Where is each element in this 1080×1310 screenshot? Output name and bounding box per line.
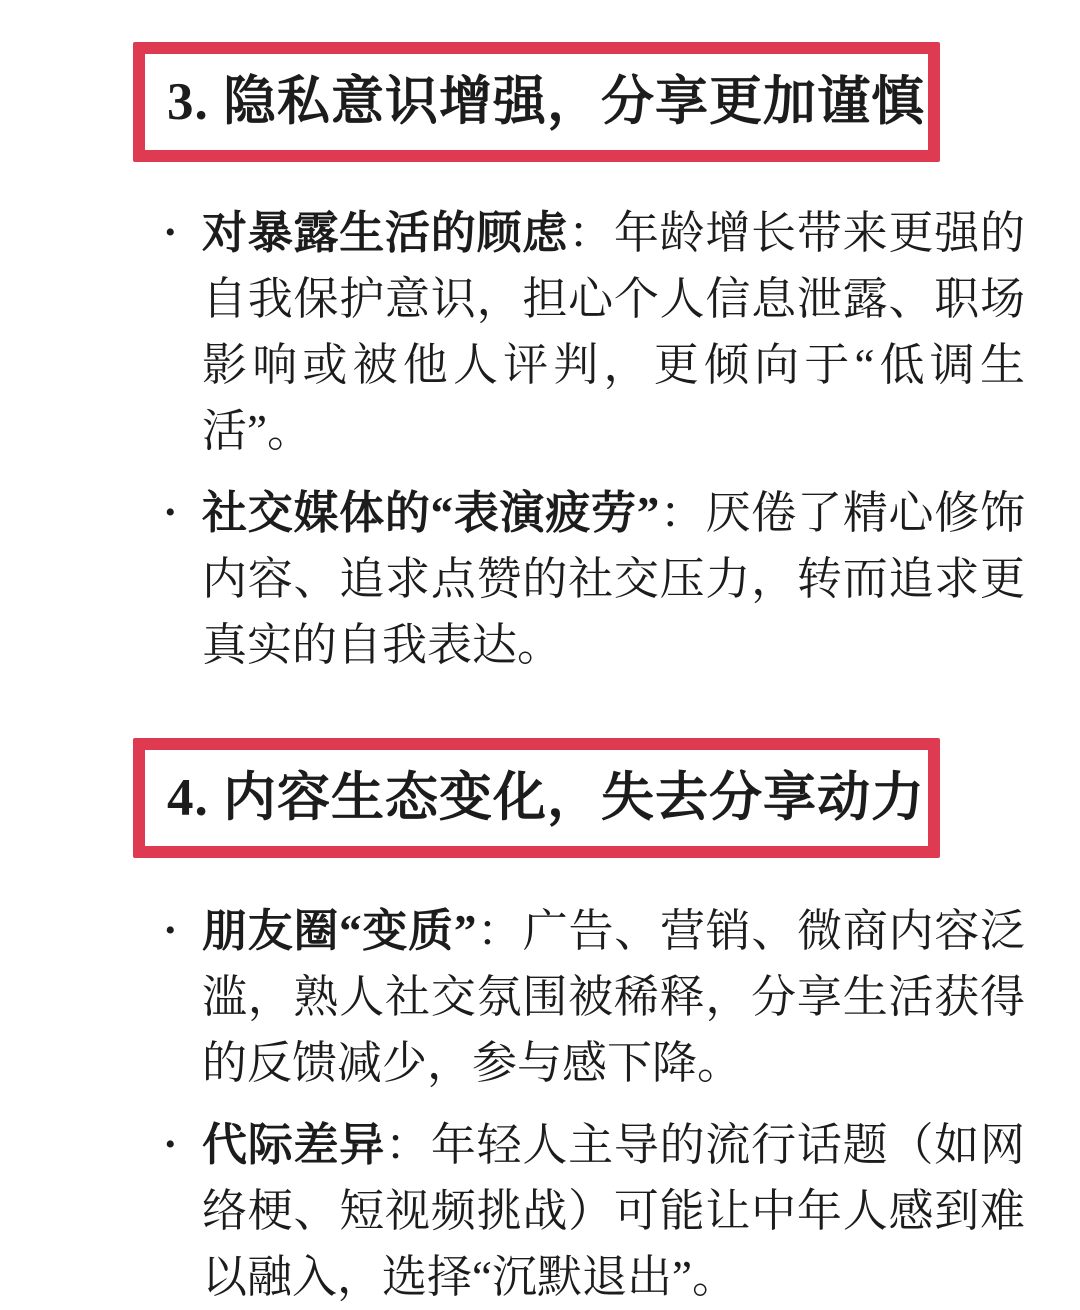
bullet-body: 广告、营销、微商内容泛滥，熟人社交氛围被稀释，分享生活获得的反馈减少，参与感下降。 [202,906,1025,1089]
bullet-lead: 代际差异 [202,1120,386,1171]
list-item [165,898,1025,1096]
bullet-body: 年龄增长带来更强的自我保护意识，担心个人信息泄露、职场影响或被他人评判，更倾向于“低调生活”。 [202,208,1025,457]
bullet-text [202,1112,1025,1310]
list-item [165,200,1025,464]
bullet-lead: 社交媒体的“表演疲劳” [202,488,660,539]
section-heading: 4. 内容生态变化，失去分享动力 [167,769,925,828]
bullet-text [202,480,1025,678]
bullet-icon: • [165,496,176,530]
section-heading-box [133,42,940,162]
bullet-lead: 朋友圈“变质” [202,906,477,957]
section-content-ecosystem [133,738,1025,1310]
section-heading: 3. 隐私意识增强，分享更加谨慎 [167,73,925,131]
bullet-text [202,898,1025,1096]
list-item [165,480,1025,678]
section-privacy [133,42,1025,678]
bullet-body: 厌倦了精心修饰内容、追求点赞的社交压力，转而追求更真实的自我表达。 [202,488,1025,671]
section-heading-box [133,738,940,858]
bullet-icon: • [165,216,176,250]
bullet-lead: 对暴露生活的顾虑 [202,208,569,259]
bullet-text [202,200,1025,464]
bullet-separator: ： [476,906,523,957]
list-item [165,1112,1025,1310]
bullet-icon: • [165,1128,176,1162]
bullet-icon: • [165,914,176,948]
bullet-separator: ： [385,1120,431,1171]
bullet-list [165,898,1025,1310]
bullet-list [165,200,1025,678]
bullet-body: 年轻人主导的流行话题（如网络梗、短视频挑战）可能让中年人感到难以融入，选择“沉默退出”。 [202,1120,1025,1303]
bullet-separator: ： [568,208,614,259]
bullet-separator: ： [659,488,706,539]
